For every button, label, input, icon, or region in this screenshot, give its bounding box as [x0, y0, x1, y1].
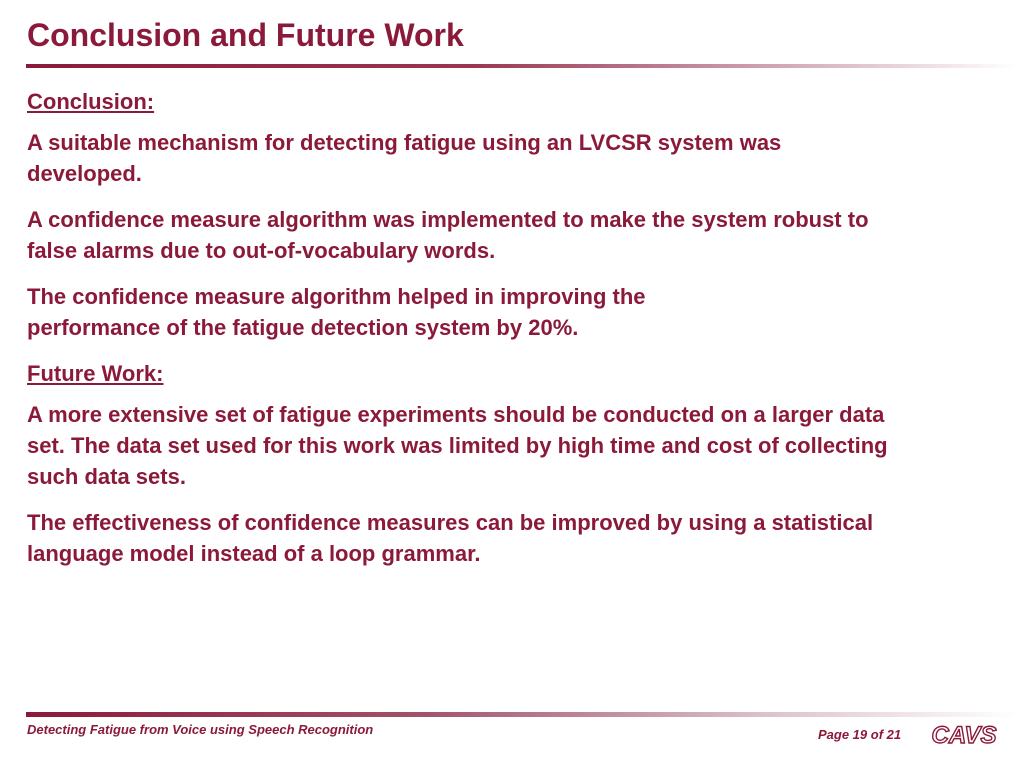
- future-work-heading: Future Work:: [27, 361, 164, 386]
- cavs-logo-text: CAVS: [931, 722, 997, 749]
- slide-content: [27, 86, 907, 584]
- future-work-point-1: A more extensive set of fatigue experiments should be conducted on a larger data set. The data set used for this work was limited by high time and cost of collecting such data sets.: [27, 402, 888, 489]
- page-number: Page 19 of 21: [818, 727, 902, 742]
- footer-divider: [26, 712, 1016, 717]
- presentation-title: Detecting Fatigue from Voice using Speech Recognition: [27, 722, 374, 737]
- conclusion-point-1: A suitable mechanism for detecting fatigue using an LVCSR system was developed.: [27, 130, 782, 186]
- conclusion-point-2: A confidence measure algorithm was implemented to make the system robust to false alarms due to out-of-vocabulary words.: [27, 207, 869, 263]
- conclusion-heading: Conclusion:: [27, 89, 155, 114]
- title-divider: [26, 64, 1016, 68]
- cavs-logo: [924, 718, 1000, 750]
- slide-title: Conclusion and Future Work: [27, 17, 464, 53]
- conclusion-point-3: The confidence measure algorithm helped in improving the performance of the fatigue detection system by 20%.: [27, 284, 646, 340]
- future-work-point-2: The effectiveness of confidence measures can be improved by using a statistical language model instead of a loop grammar.: [27, 510, 874, 566]
